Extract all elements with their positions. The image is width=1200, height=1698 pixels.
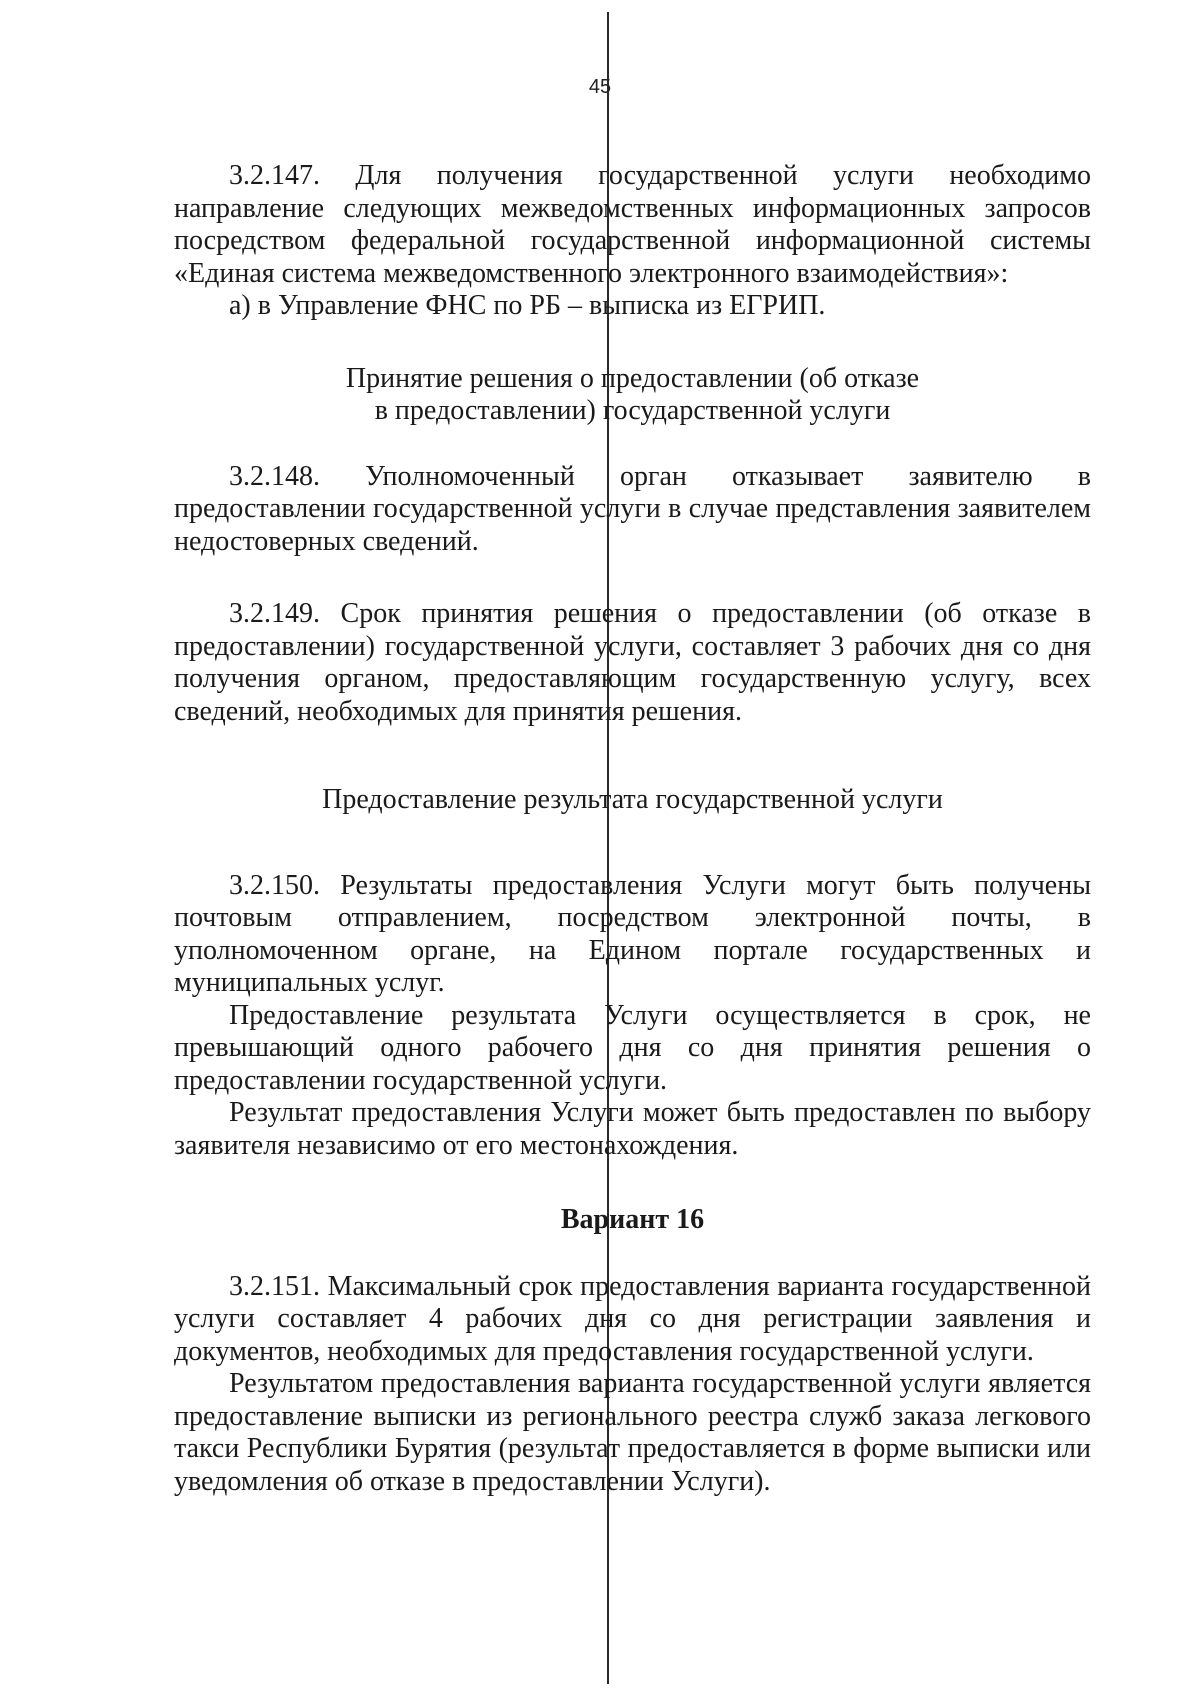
paragraph-3-2-151: 3.2.151. Максимальный срок предоставления варианта государственной услуги составляет 4 рабочих дня со дня регистрации заявления и документов, необходимых для предоставления государственной услуги. xyxy=(174,1270,1091,1367)
heading-variant: Вариант 16 xyxy=(560,1204,705,1235)
paragraph-3-2-147-a: а) в Управление ФНС по РБ – выписка из ЕГРИП. xyxy=(229,290,826,321)
paragraph-3-2-148: 3.2.148. Уполномоченный орган отказывает заявителю в предоставлении государственной услуги в случае представления заявителем недостоверных сведений. xyxy=(174,460,1091,557)
paragraph-3-2-150-b: Предоставление результата Услуги осуществляется в срок, не превышающий одного рабочего дня со дня принятия решения о предоставлении государственной услуги. xyxy=(174,999,1091,1096)
heading-decision-line1: Принятие решения о предоставлении (об отказе xyxy=(345,362,920,394)
paragraph-3-2-147: 3.2.147. Для получения государственной услуги необходимо направление следующих межведомственных информационных запросов посредством федеральной государственной информационной системы «Единая система межведомственного электронного взаимодействия»: xyxy=(174,160,1091,289)
heading-decision xyxy=(174,363,1091,428)
paragraph-3-2-151-b: Результатом предоставления варианта государственной услуги является предоставление выписки из регионального реестра служб заказа легкового такси Республики Бурятия (результат предоставляется в форме выписки или уведомления об отказе в предоставлении Услуги). xyxy=(174,1368,1091,1497)
paragraph-3-2-150-c: Результат предоставления Услуги может быть предоставлен по выбору заявителя независимо от его местонахождения. xyxy=(174,1097,1091,1161)
paragraph-3-2-149: 3.2.149. Срок принятия решения о предоставлении (об отказе в предоставлении) государственной услуги, составляет 3 рабочих дня со дня получения органом, предоставляющим государственную услугу, всех сведений, необходимых для принятия решения. xyxy=(174,598,1091,727)
heading-result: Предоставление результата государственной услуги xyxy=(322,784,943,815)
document-body xyxy=(174,160,1091,1498)
paragraph-3-2-150: 3.2.150. Результаты предоставления Услуги могут быть получены почтовым отправлением, посредством электронной почты, в уполномоченном органе, на Едином портале государственных и муниципальных услуг. xyxy=(174,869,1091,998)
page-number: 45 xyxy=(588,76,612,98)
heading-decision-line2: в предоставлении) государственной услуги xyxy=(374,395,891,426)
